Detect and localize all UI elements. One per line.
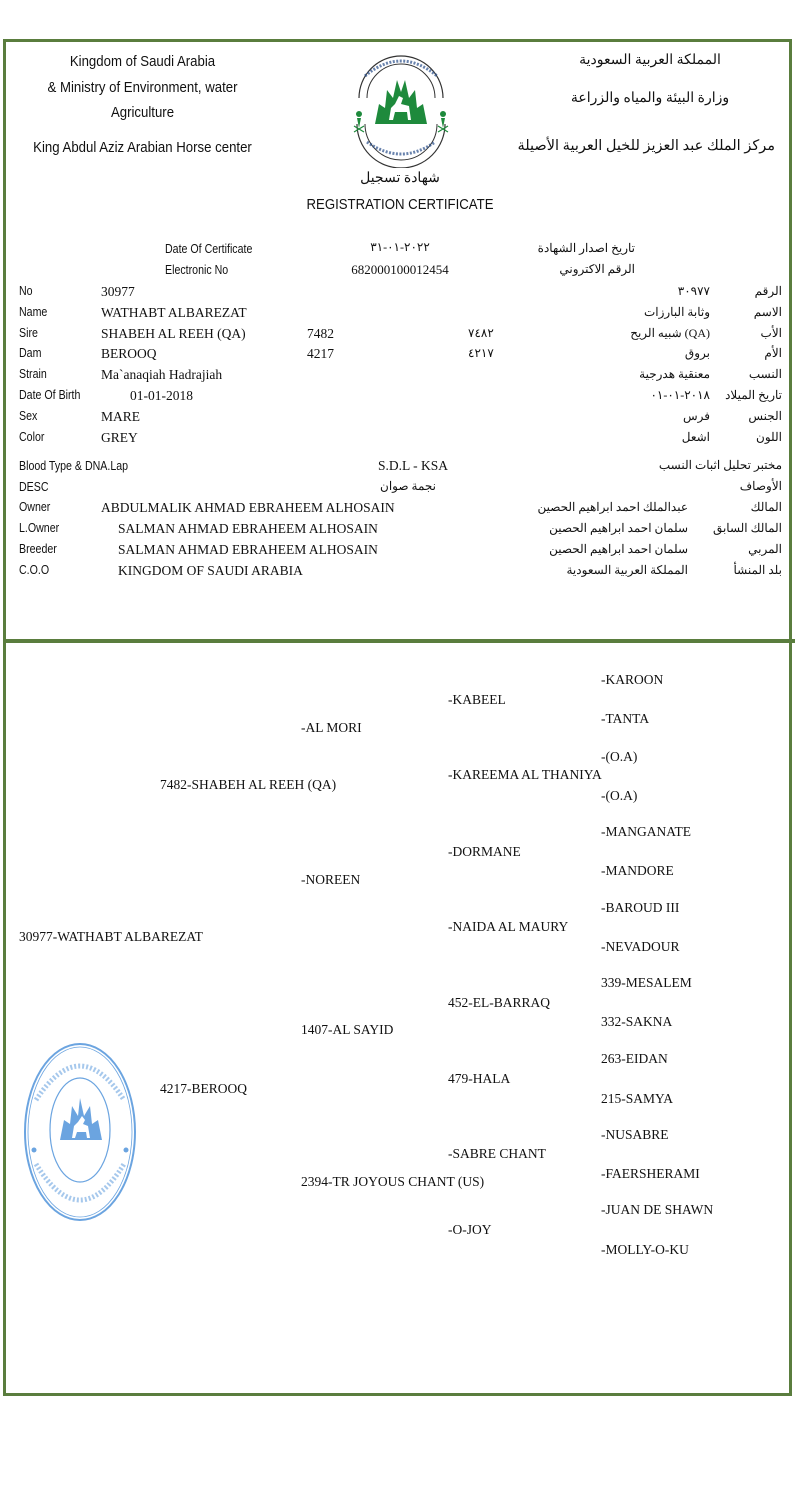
pedigree-gg-grandparent: -TANTA	[601, 711, 650, 726]
desc-label: DESC	[19, 480, 49, 494]
sire-value: SHABEH AL REEH (QA)	[101, 326, 246, 341]
sex-value: MARE	[101, 409, 141, 424]
no-value-ar: ٣٠٩٧٧	[677, 284, 710, 298]
l-owner-label-ar: المالك السابق	[712, 521, 782, 535]
breeder-value-ar: سلمان احمد ابراهيم الحصين	[549, 542, 688, 556]
pedigree-great-grandparent: -KAREEMA AL THANIYA	[448, 767, 602, 782]
date-of-birth-value: 01-01-2018	[130, 388, 193, 403]
name-value-ar: وثابة البارزات	[643, 305, 710, 319]
pedigree-great-grandparent: -DORMANE	[448, 844, 521, 859]
date-of-certificate-value: ٢٠٢٢-٠١-٣١	[370, 240, 430, 254]
name-label-ar: الاسم	[753, 305, 782, 319]
desc-label-ar: الأوصاف	[739, 479, 782, 493]
color-label-ar: اللون	[756, 430, 782, 444]
header-left-center: King Abdul Aziz Arabian Horse center	[33, 139, 252, 156]
date-of-birth-value-ar: ٢٠١٨-٠١-٠١	[650, 388, 710, 402]
color-value-ar: اشعل	[681, 430, 710, 444]
pedigree-gg-grandparent: 263-EIDAN	[601, 1051, 668, 1066]
pedigree-grandparent: 2394-TR JOYOUS CHANT (US)	[301, 1174, 485, 1189]
pedigree-great-grandparent: -SABRE CHANT	[448, 1146, 546, 1161]
pedigree-gg-grandparent: -NUSABRE	[601, 1127, 669, 1142]
date-of-birth-label: Date Of Birth	[19, 388, 81, 402]
owner-value: ABDULMALIK AHMAD EBRAHEEM ALHOSAIN	[101, 500, 395, 515]
pedigree-gg-grandparent: -(O.A)	[601, 788, 638, 803]
dam-label: Dam	[19, 346, 42, 360]
pedigree-gg-grandparent: -FAERSHERAMI	[601, 1166, 700, 1181]
pedigree-gg-grandparent: -(O.A)	[601, 749, 638, 764]
pedigree-great-grandparent: -KABEEL	[448, 692, 506, 707]
no-label: No	[19, 284, 33, 298]
breeder-label-ar: المربي	[748, 542, 782, 556]
header-right-line-2: وزارة البيئة والمياه والزراعة	[570, 91, 730, 106]
pedigree-great-grandparent: 452-EL-BARRAQ	[448, 995, 550, 1010]
header-right-center: مركز الملك عبد العزيز للخيل العربية الأصيلة	[517, 138, 775, 154]
l-owner-label: L.Owner	[19, 521, 60, 535]
registry-stamp-icon	[22, 1040, 138, 1224]
dam-value-ar: بروق	[684, 346, 710, 360]
owner-value-ar: عبدالملك احمد ابراهيم الحصين	[537, 500, 688, 514]
title-arabic: شهادة تسجيل	[360, 171, 440, 186]
c-o-o-value-ar: المملكة العربية السعودية	[566, 563, 688, 577]
c-o-o-label: C.O.O	[19, 563, 50, 577]
color-value: GREY	[101, 430, 138, 445]
l-owner-value: SALMAN AHMAD EBRAHEEM ALHOSAIN	[118, 521, 378, 536]
breeder-label: Breeder	[19, 542, 57, 556]
sire-label-ar: الأب	[760, 326, 782, 340]
pedigree-gg-grandparent: 215-SAMYA	[601, 1091, 674, 1106]
c-o-o-value: KINGDOM OF SAUDI ARABIA	[118, 563, 303, 578]
date-of-birth-label-ar: تاريخ الميلاد	[725, 388, 782, 402]
dam-label-ar: الأم	[764, 346, 782, 360]
sire-label: Sire	[19, 326, 38, 340]
pedigree-gg-grandparent: 339-MESALEM	[601, 975, 692, 990]
pedigree-gg-grandparent: 332-SAKNA	[601, 1014, 673, 1029]
blood-type-value: S.D.L - KSA	[378, 458, 449, 473]
pedigree-gg-grandparent: -MANDORE	[601, 863, 674, 878]
sire-number-ar: ٧٤٨٢	[468, 326, 494, 340]
dam-number-ar: ٤٢١٧	[468, 346, 494, 360]
color-label: Color	[19, 430, 45, 444]
electronic-no-label: Electronic No	[165, 263, 229, 277]
pedigree-great-grandparent: -NAIDA AL MAURY	[448, 919, 569, 934]
sex-label: Sex	[19, 409, 38, 423]
sex-value-ar: فرس	[682, 409, 710, 423]
owner-label: Owner	[19, 500, 51, 514]
c-o-o-label-ar: بلد المنشأ	[733, 563, 782, 577]
no-label-ar: الرقم	[754, 284, 782, 298]
blood-type-label: Blood Type & DNA.Lap	[19, 459, 129, 473]
electronic-no-value: 682000100012454	[351, 262, 449, 277]
strain-value-ar: معنقية هدرجية	[639, 367, 710, 381]
header-left-line-2: & Ministry of Environment, water	[47, 79, 238, 96]
l-owner-value-ar: سلمان احمد ابراهيم الحصين	[549, 521, 688, 535]
title-english: REGISTRATION CERTIFICATE	[306, 196, 494, 213]
pedigree-subject: 30977-WATHABT ALBAREZAT	[19, 929, 203, 944]
sire-number: 7482	[307, 326, 334, 341]
sire-value-ar: (QA) شبيه الريح	[630, 326, 710, 340]
header-right-line-1: المملكة العربية السعودية	[579, 53, 721, 68]
pedigree-gg-grandparent: -KAROON	[601, 672, 664, 687]
date-of-certificate-label: Date Of Certificate	[165, 242, 253, 256]
blood-type-label-ar: مختبر تحليل اثبات النسب	[658, 458, 782, 472]
breeder-value: SALMAN AHMAD EBRAHEEM ALHOSAIN	[118, 542, 378, 557]
name-value: WATHABT ALBAREZAT	[101, 305, 247, 320]
pedigree-great-grandparent: 479-HALA	[448, 1071, 511, 1086]
no-value: 30977	[101, 284, 135, 299]
desc-value-ar: نجمة صوان	[380, 479, 436, 493]
section-divider	[3, 639, 795, 643]
pedigree-grandparent: -AL MORI	[301, 720, 362, 735]
header-left-line-3: Agriculture	[110, 104, 175, 121]
pedigree-gg-grandparent: -JUAN DE SHAWN	[601, 1202, 714, 1217]
strain-label: Strain	[19, 367, 47, 381]
owner-label-ar: المالك	[750, 500, 782, 514]
electronic-no-label-ar: الرقم الاكتروني	[559, 262, 635, 276]
strain-label-ar: النسب	[748, 367, 782, 381]
pedigree-great-grandparent: -O-JOY	[448, 1222, 492, 1237]
name-label: Name	[19, 305, 48, 319]
dam-number: 4217	[307, 346, 334, 361]
horse-emblem-logo-icon	[345, 46, 457, 168]
pedigree-gg-grandparent: -MANGANATE	[601, 824, 691, 839]
pedigree-gg-grandparent: -BAROUD III	[601, 900, 680, 915]
sex-label-ar: الجنس	[748, 409, 782, 423]
pedigree-grandparent: 1407-AL SAYID	[301, 1022, 394, 1037]
pedigree-parent: 7482-SHABEH AL REEH (QA)	[160, 777, 337, 792]
pedigree-gg-grandparent: -NEVADOUR	[601, 939, 680, 954]
date-of-certificate-label-ar: تاريخ اصدار الشهادة	[537, 241, 635, 255]
pedigree-gg-grandparent: -MOLLY-O-KU	[601, 1242, 689, 1257]
header-left-line-1: Kingdom of Saudi Arabia	[69, 53, 216, 70]
dam-value: BEROOQ	[101, 346, 157, 361]
pedigree-grandparent: -NOREEN	[301, 872, 361, 887]
pedigree-parent: 4217-BEROOQ	[160, 1081, 247, 1096]
strain-value: Ma`anaqiah Hadrajiah	[101, 367, 223, 382]
